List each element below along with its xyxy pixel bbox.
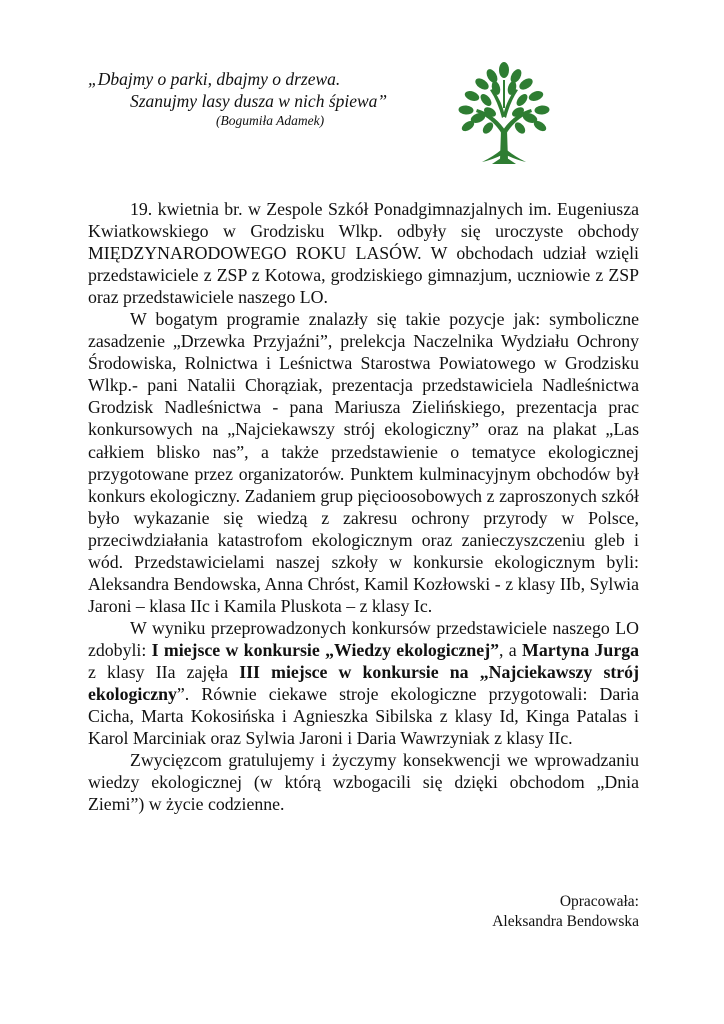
paragraph <box>88 198 639 308</box>
bold-text: Martyna Jurga <box>522 639 639 660</box>
text-run: z klasy IIa zajęła <box>88 661 240 682</box>
text-run: W wyniku przeprowadzonych konkursów przedstawiciele naszego LO zdobyli: <box>88 617 639 660</box>
motto-quote <box>88 68 448 130</box>
signature-name: Aleksandra Bendowska <box>492 913 639 930</box>
bold-text: III miejsce w konkursie na „Najciekawszy strój ekologiczny <box>88 661 639 705</box>
green-tree-icon <box>452 58 556 168</box>
motto-line-2: Szanujmy lasy dusza w nich śpiewa” <box>130 91 388 111</box>
article-body <box>88 198 639 815</box>
signature-label: Opracowała: <box>559 893 639 910</box>
text-run: W bogatym programie znalazły się takie pozycje jak: symboliczne zasadzenie „Drzewka Przyjaźni”, prelekcja Naczelnika Wydziału Ochrony Środowiska, Rolnictwa i Leśnictwa Starostwa Powiatowego w Grodzisku Wlkp.- pani Natalii Chorąziak, prezentacja przedstawiciela Nadleśnictwa Grodzisk Nadleśnictwa - pana Mariusza Zielińskiego, prezentacja prac konkursowych na „Najciekawszy strój ekologiczny” oraz na plakat „Las całkiem blisko nas”, a także przedstawienie o tematyce ekologicznej przygotowane przez organizatorów. Punktem kulminacyjnym obchodów był konkurs ekologiczny. Zadaniem grup pięcioosobowych z zaproszonych szkół było wykazanie się wiedzą z zakresu ochrony przyrody w Polsce, przeciwdziałania katastrofom ekologicznym oraz zanieczyszczeniu gleb i wód. Przedstawicielami naszej szkoły w konkursie ekologicznym byli: Aleksandra Bendowska, Anna Chróst, Kamil Kozłowski - z klasy IIb, Sylwia Jaroni – klasa IIc i Kamila Pluskota – z klasy Ic. <box>88 309 639 616</box>
text-run: Zwycięzcom gratulujemy i życzymy konsekwencji we wprowadzaniu wiedzy ekologicznej (w którą wzbogacili się dzięki obchodom „Dnia Ziemi”) w życie codzienne. <box>88 750 639 815</box>
text-run: , a <box>499 639 523 660</box>
motto-line-1: „Dbajmy o parki, dbajmy o drzewa. <box>88 69 341 89</box>
bold-text: I miejsce w konkursie „Wiedzy ekologicznej” <box>151 639 500 660</box>
paragraph <box>88 749 639 815</box>
text-run: ”. Równie ciekawe stroje ekologiczne przygotowali: Daria Cicha, Marta Kokosińska i Agnieszka Sibilska z klasy Id, Kinga Patalas i Karol Marciniak oraz Sylwia Jaroni i Daria Wawrzyniak z klasy IIc. <box>88 684 639 749</box>
paragraph <box>88 617 639 749</box>
motto-author: (Bogumiła Adamek) <box>216 113 325 128</box>
text-run: 19. kwietnia br. w Zespole Szkół Ponadgimnazjalnych im. Eugeniusza Kwiatkowskiego w Grodzisku Wlkp. odbyły się uroczyste obchody MIĘDZYNARODOWEGO ROKU LASÓW. W obchodach udział wzięli przedstawiciele z ZSP z Kotowa, grodziskiego gimnazjum, uczniowie z ZSP oraz przedstawiciele naszego LO. <box>88 199 639 308</box>
signature <box>492 892 639 932</box>
paragraph <box>88 308 639 617</box>
